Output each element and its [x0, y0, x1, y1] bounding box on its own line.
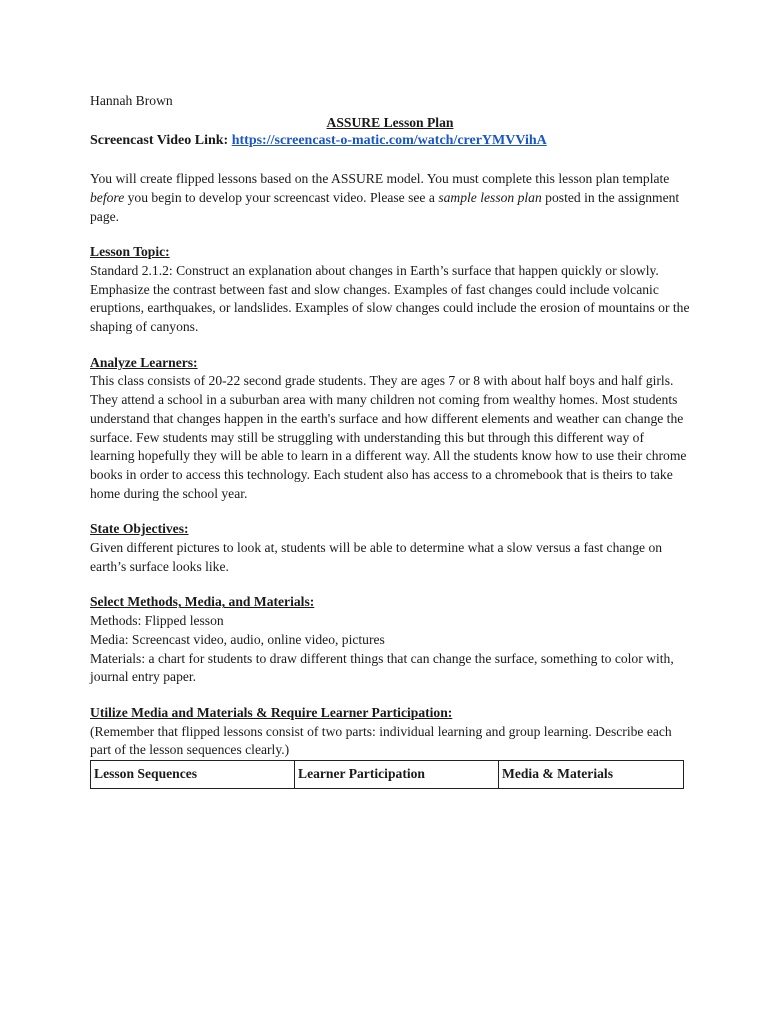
- column-header-lesson-sequences: Lesson Sequences: [91, 761, 295, 789]
- analyze-learners-section: [90, 354, 690, 504]
- table-header-row: [91, 761, 684, 789]
- screencast-link[interactable]: https://screencast-o-matic.com/watch/crerYMVVihA: [231, 133, 547, 149]
- screencast-label: Screencast Video Link:: [90, 133, 229, 149]
- column-header-media-materials: Media & Materials: [499, 761, 684, 789]
- select-methods-heading: Select Methods, Media, and Materials:: [90, 594, 315, 610]
- state-objectives-text: Given different pictures to look at, students will be able to determine what a slow versus a fast change on earth’s surface looks like.: [90, 540, 663, 574]
- screencast-link-line: [90, 132, 690, 151]
- state-objectives-heading: State Objectives:: [90, 521, 189, 537]
- lesson-topic-text: Standard 2.1.2: Construct an explanation about changes in Earth’s surface that happen quickly or slowly. Emphasize the contrast between fast and slow changes. Examples of fast changes could include volcanic eruptions, earthquakes, or landslides. Examples of slow changes could include the erosion of mountains or the shaping of canyons.: [90, 262, 690, 335]
- document-title: ASSURE Lesson Plan: [326, 114, 454, 130]
- lesson-topic-heading: Lesson Topic:: [90, 244, 170, 260]
- document-content: [90, 92, 690, 789]
- utilize-media-note: (Remember that flipped lessons consist of two parts: individual learning and group learning. Describe each part of the lesson sequences clearly.): [90, 723, 672, 758]
- intro-emphasis-sample: sample lesson plan: [438, 189, 542, 205]
- author-name: Hannah Brown: [90, 93, 173, 108]
- column-header-learner-participation: Learner Participation: [295, 761, 499, 789]
- methods-text: Methods: Flipped lesson: [90, 613, 224, 629]
- intro-text-2: you begin to develop your screencast video. Please see a: [124, 189, 439, 205]
- intro-text-3: posted in the assignment page.: [90, 189, 680, 224]
- utilize-media-heading: Utilize Media and Materials & Require Learner Participation:: [90, 704, 453, 720]
- intro-text-1: You will create flipped lessons based on the ASSURE model. You must complete this lesson plan template: [90, 171, 670, 187]
- utilize-media-section: [90, 704, 690, 789]
- analyze-learners-text: This class consists of 20-22 second grade students. They are ages 7 or 8 with about half boys and half girls. They attend a school in a suburban area with many children not coming from wealthy homes. Most students understand that changes happen in the earth's surface and how different elements and weather can change the surface. Few students may still be struggling with understanding this but through this different way of learning hopefully they will be able to learn in a different way. All the students know how to use their chrome books in order to access this technology. Each student also has access to a chromebook that is theirs to take home during the school year.: [90, 373, 687, 501]
- intro-emphasis-before: before: [90, 189, 125, 205]
- media-text: Media: Screencast video, audio, online video, pictures: [90, 631, 385, 647]
- materials-text: Materials: a chart for students to draw different things that can change the surface, something to color with, journal entry paper.: [90, 650, 674, 685]
- intro-paragraph: [90, 170, 690, 226]
- lesson-sequence-table: [90, 760, 684, 789]
- analyze-learners-heading: Analyze Learners:: [90, 354, 198, 370]
- state-objectives-section: [90, 520, 690, 576]
- select-methods-section: [90, 593, 690, 687]
- lesson-topic-section: [90, 243, 690, 337]
